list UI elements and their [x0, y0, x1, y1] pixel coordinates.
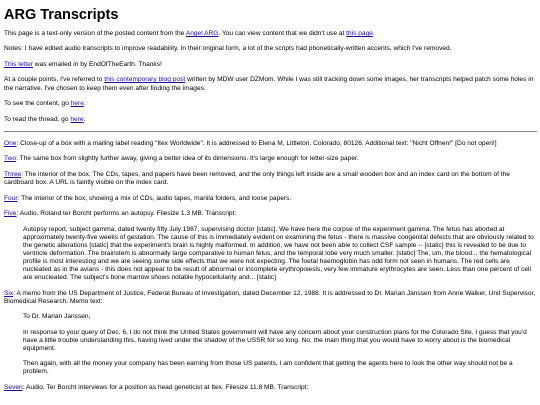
read-thread-text: To read the thread, go — [4, 115, 71, 123]
blog-post-link[interactable]: this contemporary blog post — [104, 76, 186, 84]
angel-arg-link[interactable]: Angel ARG — [185, 30, 219, 37]
item-one-text: : Close-up of a box with a mailing label reading "Itex Worldwide". It is addressed to Elena M, Littleton, Colorado, 80126. Additional text: "Nicht Offnen!" [Do not open!] — [16, 140, 497, 147]
list-item — [4, 195, 537, 203]
blog-text-before: At a couple points, I've referred to — [4, 76, 105, 84]
see-content-period: . — [83, 100, 86, 108]
letter-text: was emailed in by EndOfTheEarth. Thanks! — [32, 60, 162, 68]
letter-paragraph — [4, 61, 537, 69]
item-two-text: : The same box from slightly further away, giving a better idea of its dimensions. It's large enough for letter-size paper. — [16, 155, 359, 163]
item-three-text: : The interior of the box. The CDs, tapes, and papers have been removed, and the only things left inside are a small wooden box and an index card on the bottom of the cardboard box. A URL is faintly visible on the index card. — [4, 170, 510, 187]
blog-text-after: written by MDW user DZMom. While I was still tracking down some images, her transcripts helped patch some holes in the narrative. I've chosen to keep them even after finding the images. — [4, 76, 534, 92]
list-item — [4, 384, 537, 392]
autopsy-transcript-text: Autopsy report, subject gamma, dated twenty fifty July 1987, supervising doctor [static]. We have here the corpse of the experiment gamma. The fetus has aborted at approximately twenty-five weeks of gestation. The cause of this is immediately evident on examining the fetus - there is massive congenital defects that are obviously related to the genetic alterations [static] that the experiment's brain is highly malformed. In addition, we have not been able to collect CSF sample -- [static] this is revealed to be due to ventricle deformation. The brainstem is abnormally large comparative to human fetus, and the temporal lobe very much smaller. [static] The, um, the blood... the hematological profile is most interesting and we are seeing some side effects that we were not expecting. The foetal haemoglobin has odd form not seen in humans. The red cells are nucleated as in the avians - this does not appear to be result of abnormal or incomplete erythropoiesis, very few immature erythrocytes are seen. Less than one percent of cell are enucleated. The subject's bone marrow shows notable hypocellularity and... [static] — [23, 225, 534, 282]
read-thread-period: . — [83, 115, 86, 123]
this-page-link[interactable]: this page — [346, 30, 373, 37]
read-thread-paragraph — [4, 116, 537, 124]
list-item — [4, 290, 537, 306]
blog-paragraph — [4, 76, 537, 92]
page-title: ARG Transcripts — [4, 7, 119, 23]
intro-paragraph — [4, 30, 537, 38]
intro-text-middle: . You can view content that we didn't use at — [218, 30, 347, 37]
item-five-text: : Audio. Roland ter Borcht performs an autopsy. Filesize 1.3 MB. Transcript: — [16, 210, 237, 218]
list-item — [4, 140, 537, 148]
notes-paragraph: Notes: I have edited audio transcripts to improve readability. In their original form, a lot of the scripts had phonetically-written accents, which I've removed. — [4, 45, 452, 53]
transcript-list — [4, 140, 537, 392]
list-item — [4, 155, 537, 163]
item-three-link[interactable]: Three — [4, 170, 22, 178]
read-thread-link[interactable]: here — [70, 115, 84, 123]
intro-text-after: . — [372, 30, 375, 37]
see-content-paragraph — [4, 100, 537, 108]
memo-text — [23, 313, 537, 376]
item-four-link[interactable]: Four — [4, 194, 18, 202]
item-six-text: : A memo from the US Department of Justice, Federal Bureau of Investigation, dated December 12, 1988. It is addressed to Dr. Marian Janssen from Anne Walker, Unit Supervisor, Biomedical Research. Memo text: — [4, 289, 536, 305]
item-four-text: : The interior of the box, showing a mix of CDs, audio tapes, manila folders, and loose papers. — [17, 194, 292, 202]
section-divider — [4, 131, 537, 132]
item-five-link[interactable]: Five — [4, 210, 17, 218]
item-one-link[interactable]: One — [4, 140, 17, 147]
list-item — [4, 171, 537, 187]
memo-paragraph-2: Then again, with all the money your company has been earning from those US patents, I am confident that getting the agents here to look the other way should not be a problem. — [23, 360, 513, 376]
autopsy-transcript — [23, 226, 537, 283]
intro-text-before: This page is a text-only version of the posted content from the — [4, 30, 186, 37]
memo-paragraph-1: In response to your query of Dec. 6, I do not think the United States government will have any concern about your construction plans for the Colorado Site. I guess that you'd have a little trouble understanding this, having lived under the shadow of the USSR for so long. No, the main thing that you would have to worry about is the biomedical equipment. — [23, 328, 527, 352]
item-six-link[interactable]: Six — [4, 289, 14, 297]
see-content-link[interactable]: here — [70, 100, 84, 108]
item-two-link[interactable]: Two — [4, 155, 17, 163]
list-item — [4, 210, 537, 218]
see-content-text: To see the content, go — [4, 100, 71, 108]
this-letter-link[interactable]: This letter — [4, 60, 33, 68]
item-seven-text: : Audio. Ter Borcht interviews for a position as head geneticist at Itex. Filesize 11.8 MB. Transcript: — [22, 383, 309, 391]
item-seven-link[interactable]: Seven — [4, 383, 23, 391]
memo-salutation: To Dr. Marian Janssen, — [23, 313, 91, 321]
